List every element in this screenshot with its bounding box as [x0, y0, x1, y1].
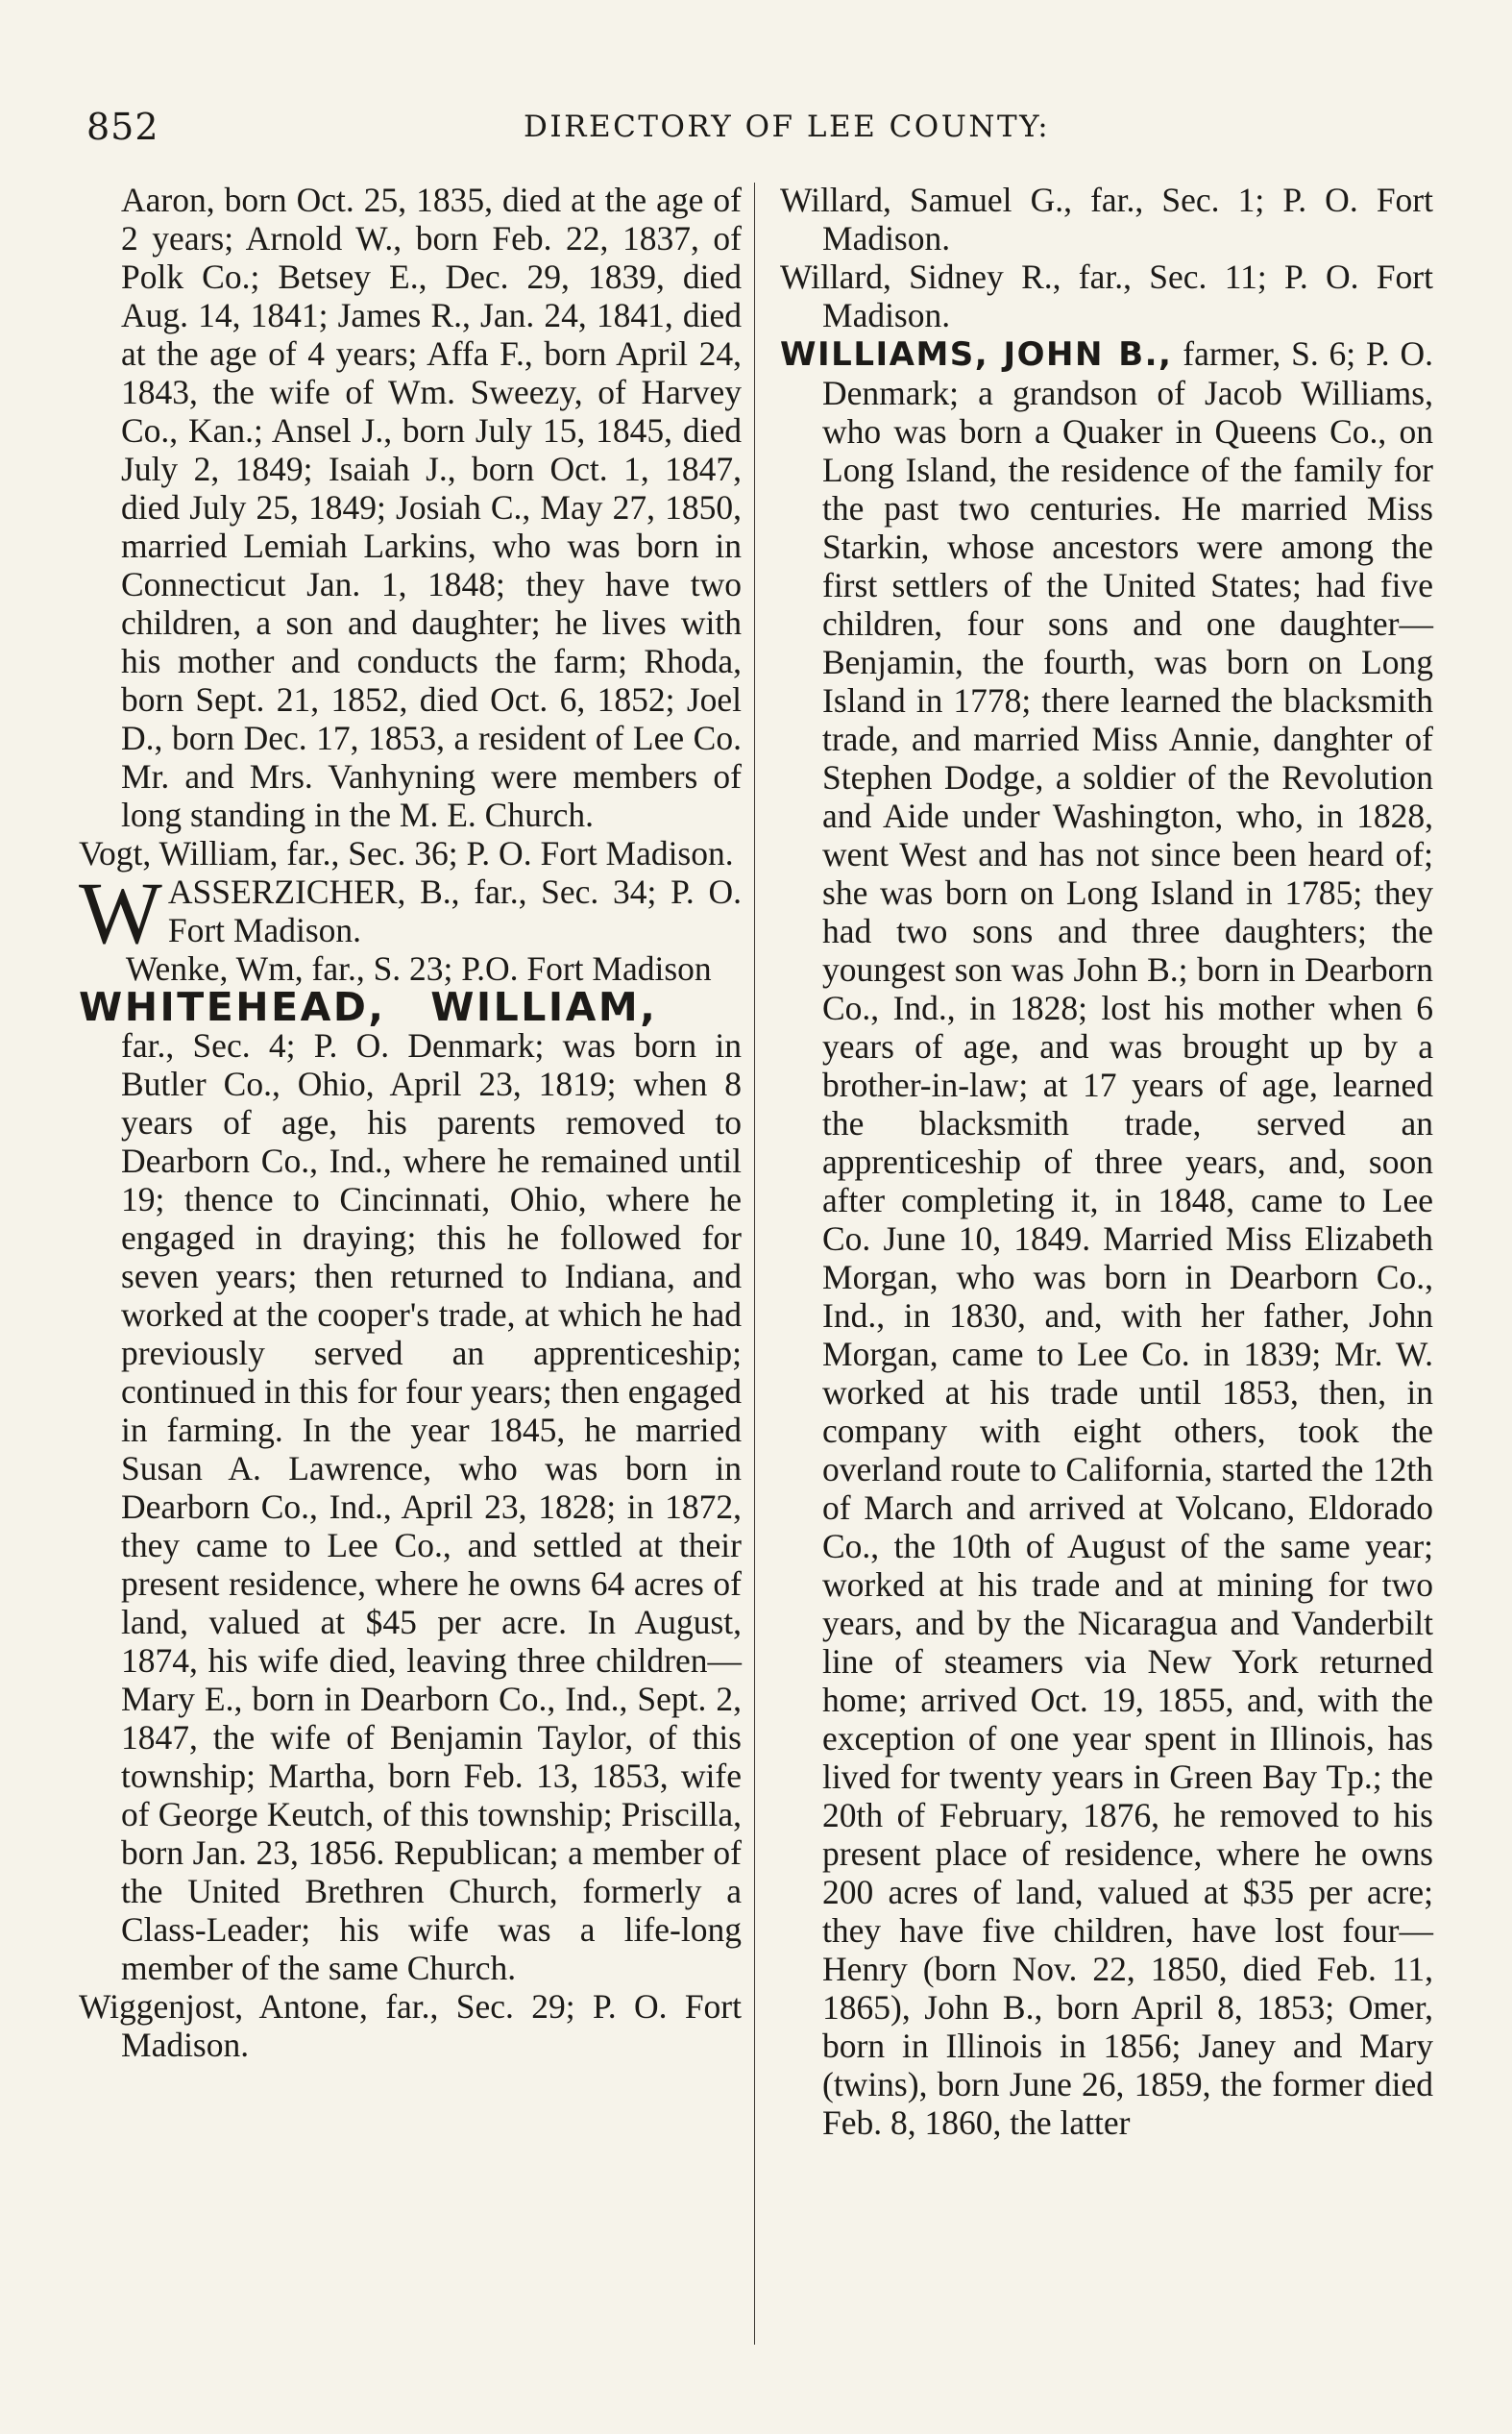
entry-willard-sidney: Willard, Sidney R., far., Sec. 11; P. O. Fort Madison.	[780, 258, 1433, 334]
whitehead-biography: far., Sec. 4; P. O. Denmark; was born in Butler Co., Ohio, April 23, 1819; when 8 years of age, his parents removed to Dearborn Co., Ind., where he remained until 19; thence to Cincinnati, Ohio, where he engaged in draying; this he followed for seven years; then returned to Indiana, and worked at the cooper's trade, at which he had previously served an apprenticeship; continued in this for four years; then engaged in farming. In the year 1845, he married Susan A. Lawrence, who was born in Dearborn Co., Ind., April 23, 1828; in 1872, they came to Lee Co., and settled at their present residence, where he owns 64 acres of land, valued at $45 per acre. In August, 1874, his wife died, leaving three children—Mary E., born in Dearborn Co., Ind., Sept. 2, 1847, the wife of Benjamin Taylor, of this township; Martha, born Feb. 13, 1853, wife of George Keutch, of this township; Priscilla, born Jan. 23, 1856. Republican; a member of the United Brethren Church, formerly a Class-Leader; his wife was a life-long member of the same Church.	[121, 1026, 742, 1987]
drop-cap-initial: W	[79, 864, 162, 962]
entry-williams	[780, 334, 1433, 2142]
entry-vogt: Vogt, William, far., Sec. 36; P. O. Fort Madison.	[79, 834, 734, 873]
whitehead-name: WHITEHEAD, WILLIAM,	[79, 984, 658, 1030]
left-column	[79, 181, 742, 2064]
right-column	[780, 181, 1433, 2142]
williams-biography: farmer, S. 6; P. O. Denmark; a grandson of Jacob Williams, who was born a Quaker in Queens Co., on Long Island, the residence of the family for the past two centuries. He married Miss Starkin, whose ancestors were among the first settlers of the United States; had five children, four sons and one daughter—Benjamin, the fourth, was born on Long Island in 1778; there learned the blacksmith trade, and married Miss Annie, danghter of Stephen Dodge, a soldier of the Revolution and Aide under Washington, who, in 1828, went West and has not since been heard of; she was born on Long Island in 1785; they had two sons and three daughters; the youngest son was John B.; born in Dearborn Co., Ind., in 1828; lost his mother when 6 years of age, and was brought up by a brother-in-law; at 17 years of age, learned the blacksmith trade, served an apprenticeship of three years, and, soon after completing it, in 1848, came to Lee Co. June 10, 1849. Married Miss Elizabeth Morgan, who was born in Dearborn Co., Ind., in 1830, and, with her father, John Morgan, came to Lee Co. in 1839; Mr. W. worked at his trade until 1853, then, in company with eight others, took the overland route to California, started the 12th of March and arrived at Volcano, Eldorado Co., the 10th of August of the same year; worked at his trade and at mining for two years, and by the Nicaragua and Vanderbilt line of steamers via New York returned home; arrived Oct. 19, 1855, and, with the exception of one year spent in Illinois, has lived for twenty years in Green Bay Tp.; the 20th of February, 1876, he removed to his present place of residence, where he owns 200 acres of land, valued at $35 per acre; they have five children, have lost four—Henry (born Nov. 22, 1850, died Feb. 11, 1865), John B., born April 8, 1853; Omer, born in Illinois in 1856; Janey and Mary (twins), born June 26, 1859, the former died Feb. 8, 1860, the latter	[822, 334, 1433, 2142]
wasserzicher-text: ASSERZICHER, B., far., Sec. 34; P. O. Fort Madison.	[167, 873, 742, 949]
entry-wenke: Wenke, Wm, far., S. 23; P.O. Fort Madison	[125, 949, 712, 988]
entry-wiggenjost: Wiggenjost, Antone, far., Sec. 29; P. O. Fort Madison.	[79, 1987, 742, 2064]
running-title: DIRECTORY OF LEE COUNTY:	[524, 110, 1051, 144]
column-divider	[754, 183, 755, 2345]
williams-name: WILLIAMS, JOHN B.,	[780, 335, 1173, 374]
page-number: 852	[86, 106, 159, 148]
vanhyning-continuation: Aaron, born Oct. 25, 1835, died at the age of 2 years; Arnold W., born Feb. 22, 1837, of Polk Co.; Betsey E., Dec. 29, 1839, died Aug. 14, 1841; James R., Jan. 24, 1841, died at the age of 4 years; Affa F., born April 24, 1843, the wife of Wm. Sweezy, of Harvey Co., Kan.; Ansel J., born July 15, 1845, died July 2, 1849; Isaiah J., born Oct. 1, 1847, died July 25, 1849; Josiah C., May 27, 1850, married Lemiah Larkins, who was born in Connecticut Jan. 1, 1848; they have two children, a son and daughter; he lives with his mother and conducts the farm; Rhoda, born Sept. 21, 1852, died Oct. 6, 1852; Joel D., born Dec. 17, 1853, a resident of Lee Co. Mr. and Mrs. Vanhyning were members of long standing in the M. E. Church.	[121, 181, 742, 834]
entry-willard-samuel: Willard, Samuel G., far., Sec. 1; P. O. Fort Madison.	[780, 181, 1433, 258]
entry-wasserzicher	[79, 864, 742, 962]
